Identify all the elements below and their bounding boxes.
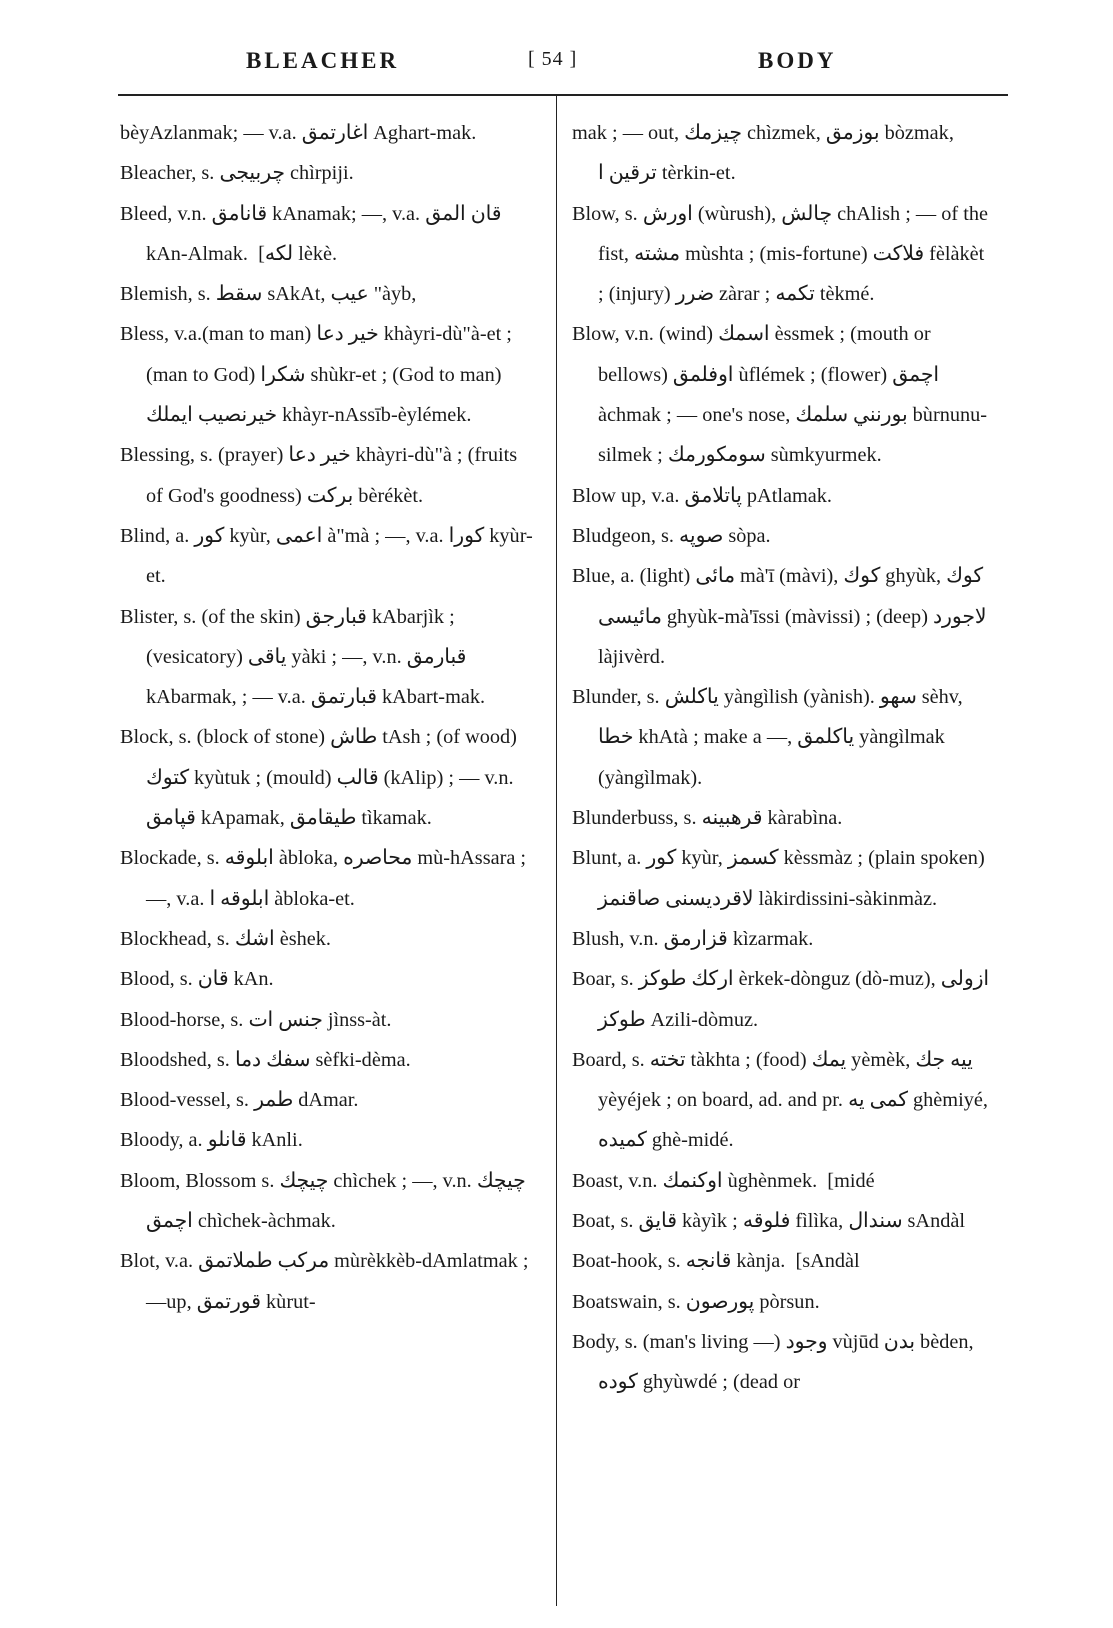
right-column bbox=[572, 113, 995, 1403]
dictionary-entry: Blockhead, s. اشك èshek. bbox=[120, 927, 331, 950]
dictionary-entry: Bloom, Blossom s. چیچك chìchek ; —, v.n. چیچك اچمق chìchek-àchmak. bbox=[120, 1169, 531, 1233]
page-number: [ 54 ] bbox=[528, 48, 578, 70]
dictionary-entry: Blow, v.n. (wind) اسمك èssmek ; (mouth or bellows) اوفلمق ùflémek ; (flower) اچمق àchmak ; — one's nose, بورنني سلمك bùrnunu-silmek ; سومکورمك sùmkyurmek. bbox=[572, 323, 988, 467]
dictionary-entry: Blunder, s. یاکلش yàngìlish (yànish). سهو sèhv, خطا khAtà ; make a —, یاکلمق yàngìlmak (yàngìlmak). bbox=[572, 686, 968, 789]
dictionary-entry: Blunderbuss, s. قرهبینه kàrabìna. bbox=[572, 807, 843, 830]
dictionary-entry: bèyAzlanmak; — v.a. اغارتمق Aghart-mak. bbox=[120, 122, 477, 144]
dictionary-entry: Bloodshed, s. سفك دما sèfki-dèma. bbox=[120, 1048, 411, 1071]
dictionary-entry: Bleacher, s. چربیجی chìrpiji. bbox=[120, 162, 354, 185]
dictionary-entry: Blush, v.n. قزارمق kìzarmak. bbox=[572, 927, 814, 950]
left-column bbox=[120, 113, 538, 1322]
dictionary-entry: Boar, s. ارکك طوکز èrkek-dònguz (dò-muz), ازولی طوکز Azili-dòmuz. bbox=[572, 968, 995, 1031]
dictionary-entry: Blemish, s. سقط sAkAt, عیب "àyb, bbox=[120, 283, 417, 306]
dictionary-entry: Blow, s. اورش (wùrush), چالش chAlish ; — of the fist, مشته mùshta ; (mis-fortune) فلاکت fèlàkèt ; (injury) ضرر zàrar ; تکمه tèkmé. bbox=[572, 202, 994, 306]
page-header bbox=[118, 48, 1008, 84]
header-rule bbox=[118, 94, 1008, 96]
dictionary-entry: Blessing, s. (prayer) خیر دعا khàyri-dù"à ; (fruits of God's goodness) برکت bèrékèt. bbox=[120, 444, 523, 507]
dictionary-entry: Blood-vessel, s. طمر dAmar. bbox=[120, 1089, 359, 1112]
dictionary-entry: Blue, a. (light) مائی mà'ī (màvi), کوك ghyùk, کوك مائیسی ghyùk-mà'īssi (màvissi) ; (deep) لاجورد làjivèrd. bbox=[572, 565, 992, 668]
dictionary-entry: mak ; — out, چیزمك chìzmek, بوزمق bòzmak, ترقین ا tèrkin-et. bbox=[572, 122, 959, 185]
dictionary-entry: Boatswain, s. پورصون pòrsun. bbox=[572, 1290, 820, 1313]
dictionary-entry: Boat, s. قایق kàyìk ; فلوقه fìlìka, سندال sAndàl bbox=[572, 1210, 965, 1233]
column-divider bbox=[556, 96, 557, 1606]
header-last-headword: BODY bbox=[758, 48, 837, 73]
dictionary-entry: Blood-horse, s. جنس ات jìnss-àt. bbox=[120, 1008, 392, 1031]
dictionary-entry: Bleed, v.n. قانامق kAnamak; —, v.a. قان المق kAn-Almak. [لکه lèkè. bbox=[120, 202, 507, 265]
dictionary-entry: Blind, a. کور kyùr, اعمی à"mà ; —, v.a. کورا kyùr-et. bbox=[120, 524, 533, 588]
dictionary-entry: Blood, s. قان kAn. bbox=[120, 968, 274, 991]
dictionary-entry: Bless, v.a.(man to man) خیر دعا khàyri-dù"à-et ; (man to God) شکرا shùkr-et ; (God to man) خیرنصیب ایملك khàyr-nAssīb-èylémek. bbox=[120, 323, 517, 427]
dictionary-entry: Blot, v.a. مرکب طملاتمق mùrèkkèb-dAmlatmak ; —up, قورتمق kùrut- bbox=[120, 1250, 534, 1313]
dictionary-entry: Blow up, v.a. پاتلامق pAtlamak. bbox=[572, 484, 832, 507]
dictionary-entry: Bludgeon, s. صوپه sòpa. bbox=[572, 524, 771, 547]
dictionary-entry: Boat-hook, s. قانجه kànja. [sAndàl bbox=[572, 1250, 860, 1273]
dictionary-entry: Blockade, s. ابلوقه àbloka, محاصره mù-hAssara ; —, v.a. ابلوقه ا àbloka-et. bbox=[120, 847, 532, 910]
dictionary-entry: Body, s. (man's living —) وجود vùjūd بدن bèden, کوده ghyùwdé ; (dead or bbox=[572, 1330, 979, 1394]
dictionary-entry: Blister, s. (of the skin) قبارجق kAbarjìk ; (vesicatory) یاقی yàki ; —, v.n. قبارمق kAbarmak, ; — v.a. قبارتمق kAbart-mak. bbox=[120, 605, 486, 709]
dictionary-entry: Board, s. تخته tàkhta ; (food) یمك yèmèk, ییه جك yèyéjek ; on board, ad. and pr. کمی یه ghèmiyé, کمیده ghè-midé. bbox=[572, 1048, 993, 1152]
dictionary-entry: Block, s. (block of stone) طاش tAsh ; (of wood) کتوك kyùtuk ; (mould) قالب (kAlip) ; — v.n. قپامق kApamak, طیقامق tìkamak. bbox=[120, 726, 522, 830]
header-first-headword: BLEACHER bbox=[246, 48, 400, 73]
dictionary-entry: Bloody, a. قانلو kAnli. bbox=[120, 1129, 303, 1152]
dictionary-entry: Blunt, a. کور kyùr, کسمز kèssmàz ; (plain spoken) لاقردیسنی صاقنمز làkirdissini-sàkinmàz. bbox=[572, 847, 990, 910]
dictionary-entry: Boast, v.n. اوکنمك ùghènmek. [midé bbox=[572, 1169, 875, 1192]
